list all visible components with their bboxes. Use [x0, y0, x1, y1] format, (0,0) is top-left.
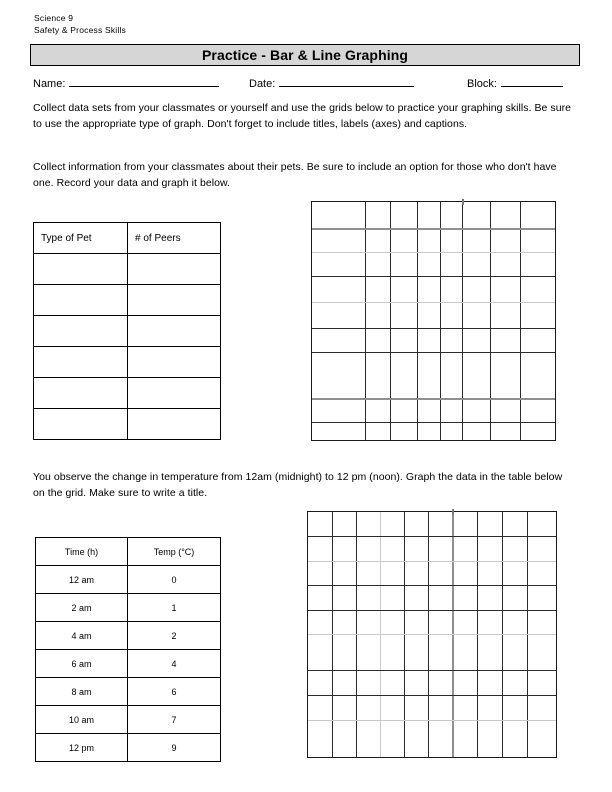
time-cell: 2 am: [36, 594, 128, 622]
grid-line-horizontal: [308, 720, 556, 721]
grid-line-horizontal: [312, 328, 555, 329]
table-row[interactable]: [34, 254, 221, 285]
pet-type-cell[interactable]: [34, 378, 128, 409]
date-field-group: [249, 76, 414, 90]
table-row[interactable]: [36, 678, 221, 706]
table-row[interactable]: [36, 566, 221, 594]
temperature-data-table[interactable]: [35, 537, 221, 762]
grid-line-vertical: [440, 202, 441, 440]
grid-line-vertical: [462, 202, 463, 440]
column-header-num-peers: # of Peers: [128, 223, 221, 254]
grid-line-horizontal: [312, 276, 555, 277]
grid-line-horizontal: [308, 695, 556, 696]
table-row[interactable]: [34, 316, 221, 347]
pet-count-cell[interactable]: [128, 347, 221, 378]
grid-line-horizontal: [312, 352, 555, 353]
block-label: Block:: [467, 78, 497, 90]
table-row[interactable]: [34, 285, 221, 316]
date-label: Date:: [249, 78, 276, 90]
name-label: Name:: [33, 78, 66, 90]
grid-tick-icon: [462, 199, 464, 205]
pet-count-cell[interactable]: [128, 409, 221, 440]
table-row[interactable]: [36, 594, 221, 622]
table-row[interactable]: [34, 347, 221, 378]
grid-line-vertical: [527, 512, 528, 757]
temp-cell: 4: [128, 650, 221, 678]
grid-line-vertical: [477, 512, 478, 757]
grid-lines: [312, 202, 555, 440]
pet-count-cell[interactable]: [128, 378, 221, 409]
block-field-group: [467, 76, 563, 90]
temp-cell: 2: [128, 622, 221, 650]
grid-line-vertical: [356, 512, 357, 757]
grid-line-horizontal: [308, 610, 556, 611]
grid-line-vertical: [428, 512, 429, 757]
grid-line-horizontal: [308, 561, 556, 562]
grid-line-horizontal: [308, 670, 556, 671]
worksheet-title-banner: [30, 44, 580, 66]
temp-cell: 0: [128, 566, 221, 594]
unit-name: Safety & Process Skills: [34, 25, 126, 35]
column-header-time: Time (h): [36, 538, 128, 566]
student-info-row: [33, 76, 581, 92]
grid-line-horizontal: [312, 398, 555, 400]
table-row[interactable]: [36, 706, 221, 734]
grid-line-horizontal: [308, 634, 556, 635]
grid-line-vertical: [380, 512, 381, 757]
grid-line-vertical: [332, 512, 333, 757]
column-header-type-of-pet: Type of Pet: [34, 223, 128, 254]
grid-line-vertical: [404, 512, 405, 757]
column-header-temp: Temp (°C): [128, 538, 221, 566]
time-cell: 4 am: [36, 622, 128, 650]
table-row[interactable]: [36, 650, 221, 678]
course-name: Science 9: [34, 13, 74, 23]
pet-type-cell[interactable]: [34, 316, 128, 347]
block-input[interactable]: [501, 76, 563, 87]
grid-line-horizontal: [312, 302, 555, 303]
pet-count-cell[interactable]: [128, 316, 221, 347]
pet-type-cell[interactable]: [34, 254, 128, 285]
grid-line-vertical: [417, 202, 418, 440]
page-title: Practice - Bar & Line Graphing: [201, 47, 409, 63]
temp-cell: 9: [128, 734, 221, 762]
pet-graph-grid[interactable]: [311, 201, 556, 441]
pet-type-cell[interactable]: [34, 409, 128, 440]
grid-line-horizontal: [308, 585, 556, 586]
pet-type-cell[interactable]: [34, 347, 128, 378]
grid-tick-icon: [452, 509, 454, 515]
grid-line-horizontal: [308, 536, 556, 537]
temp-cell: 7: [128, 706, 221, 734]
time-cell: 12 pm: [36, 734, 128, 762]
name-input[interactable]: [69, 76, 219, 87]
table-header-row: [36, 538, 221, 566]
date-input[interactable]: [279, 76, 414, 87]
grid-line-vertical: [390, 202, 391, 440]
grid-line-vertical: [452, 512, 454, 757]
time-cell: 6 am: [36, 650, 128, 678]
grid-line-vertical: [490, 202, 491, 440]
pet-type-cell[interactable]: [34, 285, 128, 316]
table-row[interactable]: [34, 409, 221, 440]
grid-line-vertical: [365, 202, 366, 440]
table-row[interactable]: [36, 622, 221, 650]
grid-line-vertical: [520, 202, 521, 440]
time-cell: 10 am: [36, 706, 128, 734]
time-cell: 12 am: [36, 566, 128, 594]
temp-cell: 6: [128, 678, 221, 706]
table-row[interactable]: [34, 378, 221, 409]
grid-line-horizontal: [312, 422, 555, 423]
intro-instructions: Collect data sets from your classmates or yourself and use the grids below to practice your graphing skills. Be sure to use the appropriate type of graph. Don't forget to include titles, labels (axes) and captions.: [33, 102, 572, 130]
pet-count-cell[interactable]: [128, 254, 221, 285]
grid-lines: [308, 512, 556, 757]
temperature-graph-grid[interactable]: [307, 511, 557, 758]
pet-data-table[interactable]: [33, 222, 221, 440]
course-identification: [34, 12, 126, 36]
temperature-task-instructions: You observe the change in temperature from 12am (midnight) to 12 pm (noon). Graph the data in the table below on the grid. Make sure to write a title.: [33, 471, 563, 499]
pet-task-instructions: Collect information from your classmates about their pets. Be sure to include an option for those who don't have one. Record your data and graph it below.: [33, 161, 557, 189]
table-row[interactable]: [36, 734, 221, 762]
grid-line-vertical: [502, 512, 503, 757]
temp-cell: 1: [128, 594, 221, 622]
grid-line-horizontal: [312, 228, 555, 230]
table-header-row: [34, 223, 221, 254]
grid-line-horizontal: [312, 252, 555, 253]
pet-count-cell[interactable]: [128, 285, 221, 316]
name-field-group: [33, 76, 219, 90]
time-cell: 8 am: [36, 678, 128, 706]
